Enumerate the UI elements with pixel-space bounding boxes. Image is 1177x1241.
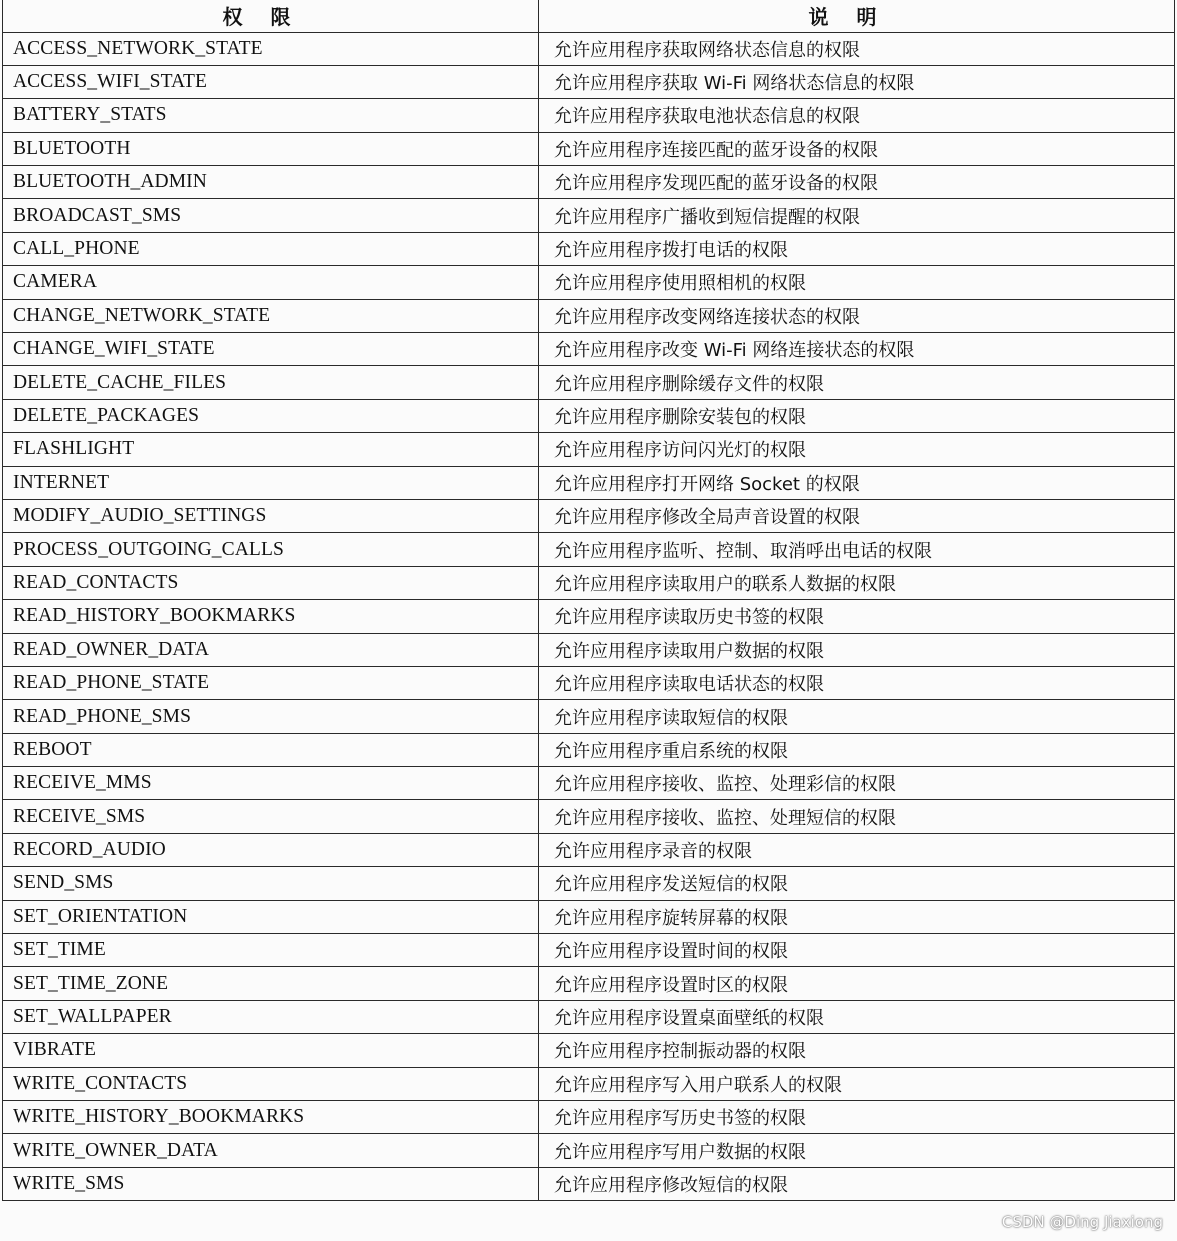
table-row (3, 700, 1175, 733)
permission-description: 允许应用程序拨打电话的权限 (539, 232, 1175, 265)
watermark: CSDN @Ding Jiaxiong (1001, 1213, 1163, 1231)
table-row (3, 533, 1175, 566)
table-row (3, 666, 1175, 699)
permission-name: CHANGE_NETWORK_STATE (3, 299, 539, 332)
permission-name: WRITE_OWNER_DATA (3, 1134, 539, 1167)
permission-description: 允许应用程序写用户数据的权限 (539, 1134, 1175, 1167)
table-row (3, 867, 1175, 900)
table-row (3, 967, 1175, 1000)
permission-description: 允许应用程序删除缓存文件的权限 (539, 366, 1175, 399)
permission-name: BATTERY_STATS (3, 99, 539, 132)
permission-name: BROADCAST_SMS (3, 199, 539, 232)
table-row (3, 1067, 1175, 1100)
permission-description: 允许应用程序打开网络 Socket 的权限 (539, 466, 1175, 499)
permission-description: 允许应用程序获取网络状态信息的权限 (539, 32, 1175, 65)
permission-description: 允许应用程序修改全局声音设置的权限 (539, 499, 1175, 532)
table-row (3, 1101, 1175, 1134)
permission-name: WRITE_HISTORY_BOOKMARKS (3, 1101, 539, 1134)
permission-description: 允许应用程序连接匹配的蓝牙设备的权限 (539, 132, 1175, 165)
permission-name: READ_PHONE_SMS (3, 700, 539, 733)
permissions-table (2, 0, 1175, 1201)
permission-description: 允许应用程序接收、监控、处理短信的权限 (539, 800, 1175, 833)
table-row (3, 900, 1175, 933)
permission-name: WRITE_SMS (3, 1167, 539, 1200)
table-row (3, 232, 1175, 265)
permission-description: 允许应用程序读取用户的联系人数据的权限 (539, 566, 1175, 599)
permission-name: REBOOT (3, 733, 539, 766)
permission-description: 允许应用程序使用照相机的权限 (539, 266, 1175, 299)
table-row (3, 166, 1175, 199)
permission-description: 允许应用程序广播收到短信提醒的权限 (539, 199, 1175, 232)
permission-description: 允许应用程序设置时间的权限 (539, 934, 1175, 967)
permission-description: 允许应用程序访问闪光灯的权限 (539, 433, 1175, 466)
permission-name: ACCESS_WIFI_STATE (3, 65, 539, 98)
permission-name: MODIFY_AUDIO_SETTINGS (3, 499, 539, 532)
table-row (3, 466, 1175, 499)
permission-name: RECORD_AUDIO (3, 833, 539, 866)
table-row (3, 1167, 1175, 1200)
table-row (3, 333, 1175, 366)
header-row (3, 0, 1175, 32)
permission-description: 允许应用程序获取 Wi-Fi 网络状态信息的权限 (539, 65, 1175, 98)
permission-description: 允许应用程序写入用户联系人的权限 (539, 1067, 1175, 1100)
table-row (3, 833, 1175, 866)
table-row (3, 433, 1175, 466)
table-row (3, 767, 1175, 800)
permission-name: SET_ORIENTATION (3, 900, 539, 933)
permission-name: READ_OWNER_DATA (3, 633, 539, 666)
table-body (3, 32, 1175, 1201)
table-row (3, 1034, 1175, 1067)
permission-name: BLUETOOTH_ADMIN (3, 166, 539, 199)
permission-description: 允许应用程序接收、监控、处理彩信的权限 (539, 767, 1175, 800)
permission-description: 允许应用程序读取历史书签的权限 (539, 600, 1175, 633)
permission-description: 允许应用程序重启系统的权限 (539, 733, 1175, 766)
table-row (3, 633, 1175, 666)
table-row (3, 1134, 1175, 1167)
permission-name: BLUETOOTH (3, 132, 539, 165)
permission-description: 允许应用程序控制振动器的权限 (539, 1034, 1175, 1067)
permission-name: RECEIVE_SMS (3, 800, 539, 833)
table-header (3, 0, 1175, 32)
table-row (3, 199, 1175, 232)
table-row (3, 132, 1175, 165)
permission-name: SET_TIME (3, 934, 539, 967)
permission-name: DELETE_CACHE_FILES (3, 366, 539, 399)
permission-description: 允许应用程序监听、控制、取消呼出电话的权限 (539, 533, 1175, 566)
permission-description: 允许应用程序设置桌面壁纸的权限 (539, 1000, 1175, 1033)
permission-description: 允许应用程序写历史书签的权限 (539, 1101, 1175, 1134)
header-permission: 权限 (3, 0, 539, 32)
permission-name: READ_HISTORY_BOOKMARKS (3, 600, 539, 633)
permission-name: RECEIVE_MMS (3, 767, 539, 800)
table-row (3, 32, 1175, 65)
permission-description: 允许应用程序获取电池状态信息的权限 (539, 99, 1175, 132)
table-row (3, 499, 1175, 532)
permission-name: SET_WALLPAPER (3, 1000, 539, 1033)
table-row (3, 600, 1175, 633)
permission-name: ACCESS_NETWORK_STATE (3, 32, 539, 65)
table-row (3, 65, 1175, 98)
permission-name: SET_TIME_ZONE (3, 967, 539, 1000)
table-row (3, 800, 1175, 833)
permission-name: PROCESS_OUTGOING_CALLS (3, 533, 539, 566)
table-row (3, 266, 1175, 299)
table-row (3, 399, 1175, 432)
permission-description: 允许应用程序发送短信的权限 (539, 867, 1175, 900)
permission-name: FLASHLIGHT (3, 433, 539, 466)
permission-name: READ_PHONE_STATE (3, 666, 539, 699)
table-row (3, 934, 1175, 967)
permission-name: WRITE_CONTACTS (3, 1067, 539, 1100)
table-row (3, 733, 1175, 766)
table-row (3, 299, 1175, 332)
permission-description: 允许应用程序改变 Wi-Fi 网络连接状态的权限 (539, 333, 1175, 366)
table-row (3, 566, 1175, 599)
permission-description: 允许应用程序读取用户数据的权限 (539, 633, 1175, 666)
permission-name: CALL_PHONE (3, 232, 539, 265)
permission-description: 允许应用程序设置时区的权限 (539, 967, 1175, 1000)
permission-name: VIBRATE (3, 1034, 539, 1067)
permission-name: INTERNET (3, 466, 539, 499)
permission-name: CHANGE_WIFI_STATE (3, 333, 539, 366)
permission-description: 允许应用程序删除安装包的权限 (539, 399, 1175, 432)
table-row (3, 1000, 1175, 1033)
header-description: 说明 (539, 0, 1175, 32)
permission-name: CAMERA (3, 266, 539, 299)
permission-description: 允许应用程序发现匹配的蓝牙设备的权限 (539, 166, 1175, 199)
table-row (3, 99, 1175, 132)
permission-description: 允许应用程序改变网络连接状态的权限 (539, 299, 1175, 332)
permission-description: 允许应用程序录音的权限 (539, 833, 1175, 866)
permission-name: SEND_SMS (3, 867, 539, 900)
permission-name: DELETE_PACKAGES (3, 399, 539, 432)
permission-description: 允许应用程序读取短信的权限 (539, 700, 1175, 733)
permission-description: 允许应用程序修改短信的权限 (539, 1167, 1175, 1200)
table-row (3, 366, 1175, 399)
permission-description: 允许应用程序旋转屏幕的权限 (539, 900, 1175, 933)
permission-description: 允许应用程序读取电话状态的权限 (539, 666, 1175, 699)
permission-name: READ_CONTACTS (3, 566, 539, 599)
